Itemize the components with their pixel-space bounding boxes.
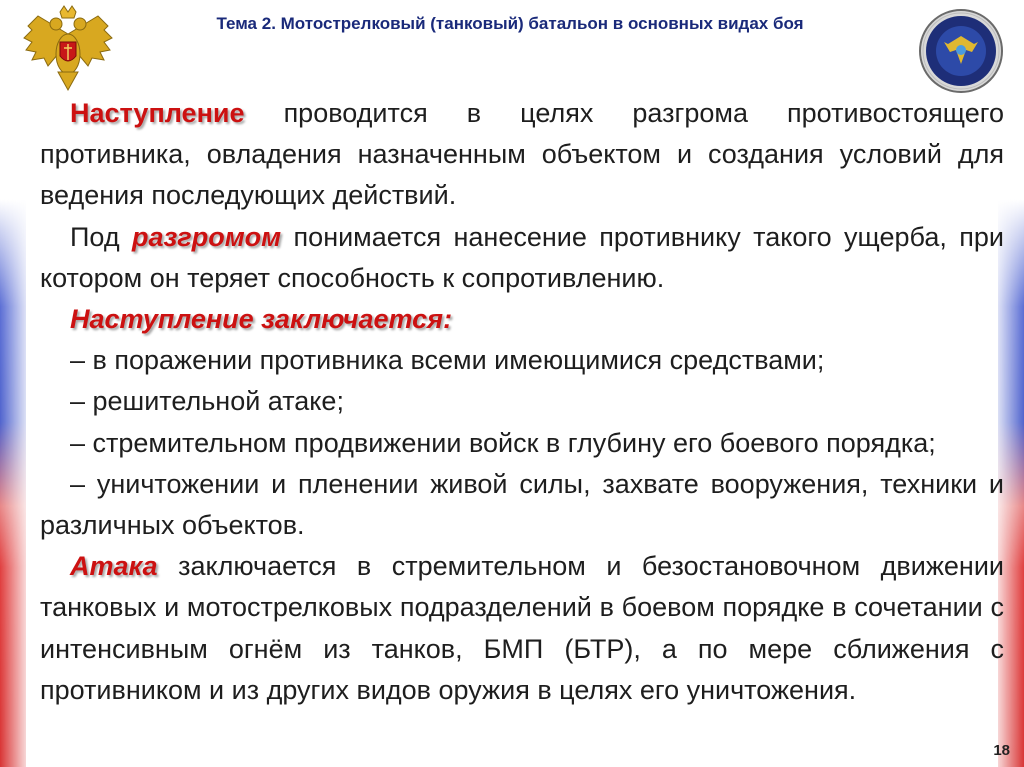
term-attack: Атака — [70, 551, 158, 582]
paragraph-attack-text: заключается в стремительном и безостановочном движении танковых и мотострелковых подразделений в боевом порядке в сочетании с интенсивным огнём из танков, БМП (БТР), а по мере сближения с противником и из других видов оружия в целях его уничтожения. — [40, 551, 1004, 705]
double-headed-eagle-emblem — [18, 4, 118, 94]
paragraph-offensive-text: проводится в целях разгрома противостоящего противника, овладения назначенным объектом и создания условий для ведения последующих действий. — [40, 98, 1004, 211]
list-item: – стремительном продвижении войск в глубину его боевого порядка; — [70, 427, 936, 458]
list-item: – уничтожении и пленении живой силы, захвате вооружения, техники и различных объектов. — [40, 468, 1004, 541]
paragraph-defeat-prefix: Под — [70, 221, 133, 252]
term-offensive: Наступление — [70, 98, 245, 128]
paragraph-offensive — [40, 93, 1004, 217]
paragraph-attack — [40, 546, 1004, 711]
offensive-heading — [40, 299, 1004, 340]
slide-body — [40, 93, 1004, 711]
term-defeat: разгромом — [132, 221, 282, 252]
page-number: 18 — [993, 742, 1010, 759]
page-title: Тема 2. Мотострелковый (танковый) батальон в основных видах боя — [216, 14, 804, 33]
list-item: – в поражении противника всеми имеющимися средствами; — [70, 345, 825, 376]
paragraph-defeat — [40, 217, 1004, 299]
paragraph-defeat-text: понимается нанесение противнику такого ущерба, при котором он теряет способность к сопротивлению. — [40, 221, 1004, 293]
list-item: – решительной атаке; — [70, 386, 344, 417]
academy-round-emblem — [918, 8, 1004, 94]
flag-band-left — [0, 0, 26, 767]
offensive-consists-heading: Наступление заключается: — [70, 304, 453, 335]
